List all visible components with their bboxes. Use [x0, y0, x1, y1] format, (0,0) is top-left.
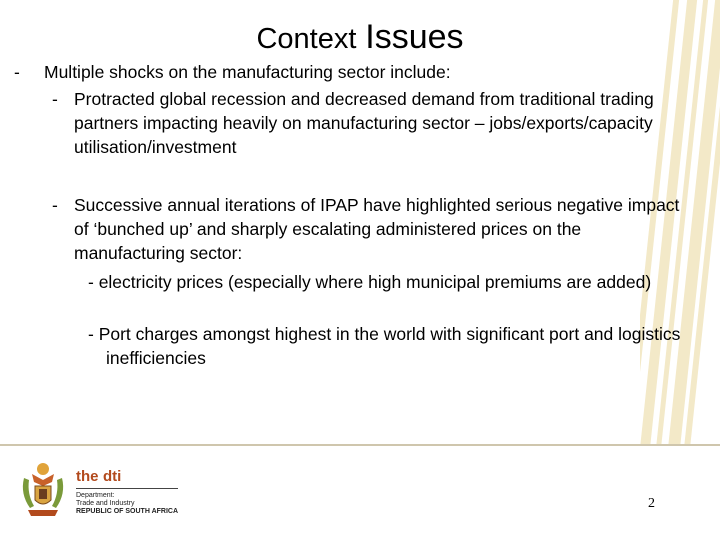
sub-sub-bullet-port: [88, 322, 708, 370]
bullet-text: - Port charges amongst highest in the world with significant port and logistics inefficiencies: [88, 324, 681, 368]
bullet-dash: -: [52, 195, 58, 215]
bullet-main: [14, 60, 451, 84]
brand-dti: dti: [102, 468, 122, 485]
dti-logo: [76, 468, 178, 516]
bullet-text: Protracted global recession and decreased demand from traditional trading partners impacting heavily on manufacturing sector – jobs/exports/capacity utilisation/investment: [74, 89, 654, 157]
page-number: 2: [648, 496, 655, 511]
bullet-text: - electricity prices (especially where high municipal premiums are added): [88, 272, 652, 292]
sub-bullet-recession: [52, 87, 692, 159]
coat-of-arms-icon: [20, 460, 66, 518]
bullet-dash: -: [14, 62, 20, 82]
dept-line-1: Department:: [76, 492, 115, 499]
bullet-text: Successive annual iterations of IPAP have highlighted serious negative impact of ‘bunched up’ and sharply escalating administered prices on the manufacturing sector:: [74, 195, 680, 263]
title-word-1: Context: [256, 23, 357, 55]
bullet-text: Multiple shocks on the manufacturing sector include:: [44, 62, 451, 82]
footer-divider: [0, 444, 720, 446]
sub-bullet-ipap: [52, 193, 692, 265]
slide-title: [0, 18, 720, 57]
dept-line-2: Trade and Industry: [76, 500, 135, 507]
sub-sub-bullet-electricity: [88, 270, 678, 294]
brand-rule: [76, 488, 178, 489]
bullet-dash: -: [52, 89, 58, 109]
dept-line-3: REPUBLIC OF SOUTH AFRICA: [76, 508, 179, 515]
brand-the: the: [76, 468, 99, 485]
title-word-2: Issues: [365, 18, 464, 56]
